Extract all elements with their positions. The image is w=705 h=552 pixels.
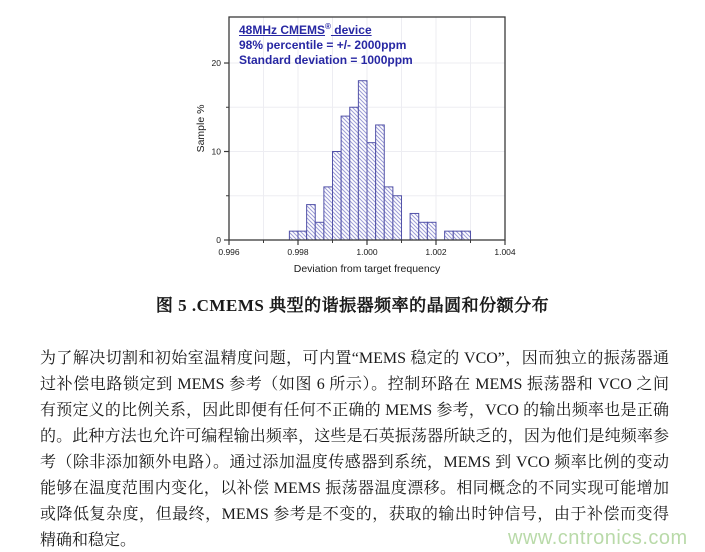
histogram-bar bbox=[341, 116, 350, 240]
histogram-bar bbox=[393, 196, 402, 240]
x-tick-label: 0.998 bbox=[287, 247, 309, 257]
annotation-device-line bbox=[239, 23, 413, 38]
y-tick-label: 10 bbox=[211, 146, 221, 157]
body-paragraph bbox=[40, 346, 669, 552]
paragraph-line: 或降低复杂度，但最终，MEMS 参考是不变的，获取的输出时钟信号，由于补偿而变得 bbox=[40, 506, 669, 523]
histogram-bar bbox=[445, 231, 454, 240]
paragraph-line: 的。此种方法也允许可编程输出频率，这些是石英振荡器所缺乏的，因为他们是纯频率参 bbox=[40, 428, 669, 445]
histogram-bar bbox=[350, 107, 359, 240]
paragraph-line: 考（除非添加额外电路）。通过添加温度传感器到系统，MEMS 到 VCO 频率比例的变动 bbox=[40, 454, 669, 471]
x-axis-label: Deviation from target frequency bbox=[293, 263, 441, 275]
paragraph-line: 为了解决切割和初始室温精度问题，可内置“MEMS 稳定的 VCO”，因而独立的振荡器通 bbox=[40, 350, 669, 367]
histogram-bar bbox=[410, 213, 419, 240]
x-tick-label: 1.000 bbox=[356, 247, 378, 257]
histogram-bar bbox=[315, 222, 324, 240]
histogram-bar bbox=[453, 231, 462, 240]
histogram-bar bbox=[427, 222, 436, 240]
histogram-bar bbox=[324, 187, 333, 240]
annotation-stddev-line: Standard deviation = 1000ppm bbox=[239, 53, 413, 67]
registered-trademark-icon: ® bbox=[325, 22, 331, 31]
y-axis-label: Sample % bbox=[195, 104, 207, 153]
y-tick-label: 20 bbox=[211, 58, 221, 69]
histogram-bar bbox=[384, 187, 393, 240]
x-tick-label: 1.002 bbox=[425, 247, 447, 257]
histogram-figure bbox=[193, 8, 545, 276]
histogram-bar bbox=[419, 222, 428, 240]
paragraph-line: 能够在温度范围内变化，以补偿 MEMS 振荡器温度漂移。相同概念的不同实现可能增加 bbox=[40, 480, 669, 497]
histogram-bar bbox=[358, 81, 367, 240]
histogram-bar bbox=[376, 125, 385, 240]
x-tick-label: 0.996 bbox=[218, 247, 240, 257]
figure-caption: 图 5 .CMEMS 典型的谐振器频率的晶圆和份额分布 bbox=[155, 296, 550, 315]
annotation-percentile-line: 98% percentile = +/- 2000ppm bbox=[239, 38, 407, 52]
histogram-bar bbox=[307, 205, 316, 240]
paragraph-line: 有预定义的比例关系，因此即便有任何不正确的 MEMS 参考，VCO 的输出频率也是正确 bbox=[40, 402, 669, 419]
histogram-bar bbox=[367, 143, 376, 240]
y-tick-label: 0 bbox=[216, 235, 221, 245]
device-name-text: 48MHz CMEMS bbox=[239, 23, 326, 37]
paragraph-line: 过补偿电路锁定到 MEMS 参考（如图 6 所示）。控制环路在 MEMS 振荡器和 VCO 之间 bbox=[40, 376, 669, 393]
watermark-text: www.cntronics.com bbox=[508, 527, 688, 549]
x-tick-label: 1.004 bbox=[494, 247, 516, 257]
histogram-bar bbox=[289, 231, 298, 240]
histogram-bar bbox=[333, 152, 342, 240]
chart-annotation bbox=[239, 23, 413, 68]
device-word-text: device bbox=[330, 23, 372, 37]
paragraph-line: 精确和稳定。 bbox=[40, 532, 137, 549]
histogram-bar bbox=[298, 231, 307, 240]
histogram-bar bbox=[462, 231, 471, 240]
